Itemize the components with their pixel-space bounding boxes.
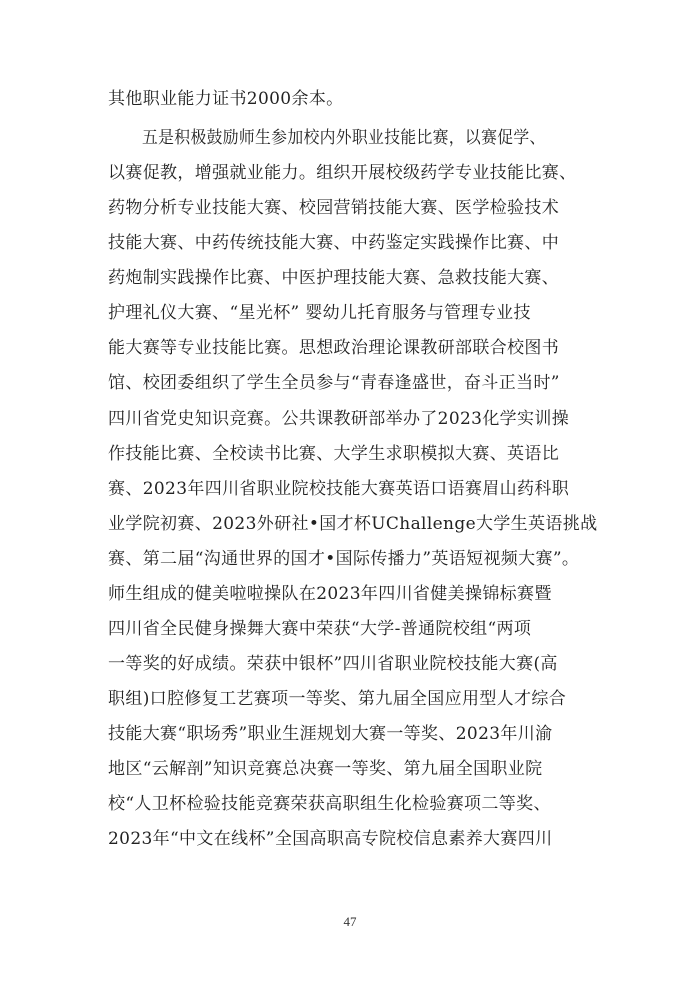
paragraph-line: 作技能比赛、全校读书比赛、大学生求职模拟大赛、英语比: [108, 444, 560, 464]
paragraph-line: 地区“云解剖”知识竞赛总决赛一等奖、第九届全国职业院: [108, 759, 543, 779]
paragraph-line: 护理礼仪大赛、“星光杯” 婴幼儿托育服务与管理专业技: [108, 303, 531, 323]
paragraph-line: 2023年“中文在线杯”全国高职高专院校信息素养大赛四川: [108, 829, 553, 849]
paragraph-line: 馆、校团委组织了学生全员参与“青春逢盛世，奋斗正当时”: [108, 373, 560, 393]
paragraph-line: 四川省全民健身操舞大赛中荣获“大学-普通院校组“两项: [108, 619, 532, 639]
page-number: 47: [343, 914, 357, 929]
paragraph-line: 一等奖的好成绩。荣获中银杯”四川省职业院校技能大赛(高: [108, 654, 558, 674]
paragraph-line: 业学院初赛、2023外研社•国才杯UChallenge大学生英语挑战: [108, 514, 598, 534]
paragraph-line: 能大赛等专业技能比赛。思想政治理论课教研部联合校图书: [108, 338, 560, 358]
paragraph-line: 技能大赛“职场秀”职业生涯规划大赛一等奖、2023年川渝: [108, 724, 553, 744]
paragraph-line: 技能大赛、中药传统技能大赛、中药鉴定实践操作比赛、中: [108, 233, 560, 253]
paragraph-line: 师生组成的健美啦啦操队在2023年四川省健美操锦标赛暨: [108, 584, 552, 604]
paragraph-line: 四川省党史知识竞赛。公共课教研部举办了2023化学实训操: [108, 409, 570, 429]
paragraph-line: 以赛促教，增强就业能力。组织开展校级药学专业技能比赛、: [108, 163, 577, 183]
paragraph-line: 赛、第二届“沟通世界的国才•国际传播力”英语短视频大赛”。: [108, 549, 580, 569]
paragraph-line: 职组)口腔修复工艺赛项一等奖、第九届全国应用型人才综合: [108, 689, 567, 709]
paragraph-line: 五是积极鼓励师生参加校内外职业技能比赛，以赛促学、: [142, 128, 546, 148]
paragraph-line: 其他职业能力证书2000余本。: [108, 89, 344, 109]
paragraph-line: 赛、2023年四川省职业院校技能大赛英语口语赛眉山药科职: [108, 479, 570, 499]
paragraph-line: 药炮制实践操作比赛、中医护理技能大赛、急救技能大赛、: [108, 268, 560, 288]
paragraph-line: 校“人卫杯检验技能竞赛荣获高职组生化检验赛项二等奖、: [108, 794, 551, 814]
paragraph-line: 药物分析专业技能大赛、校园营销技能大赛、医学检验技术: [108, 198, 560, 218]
